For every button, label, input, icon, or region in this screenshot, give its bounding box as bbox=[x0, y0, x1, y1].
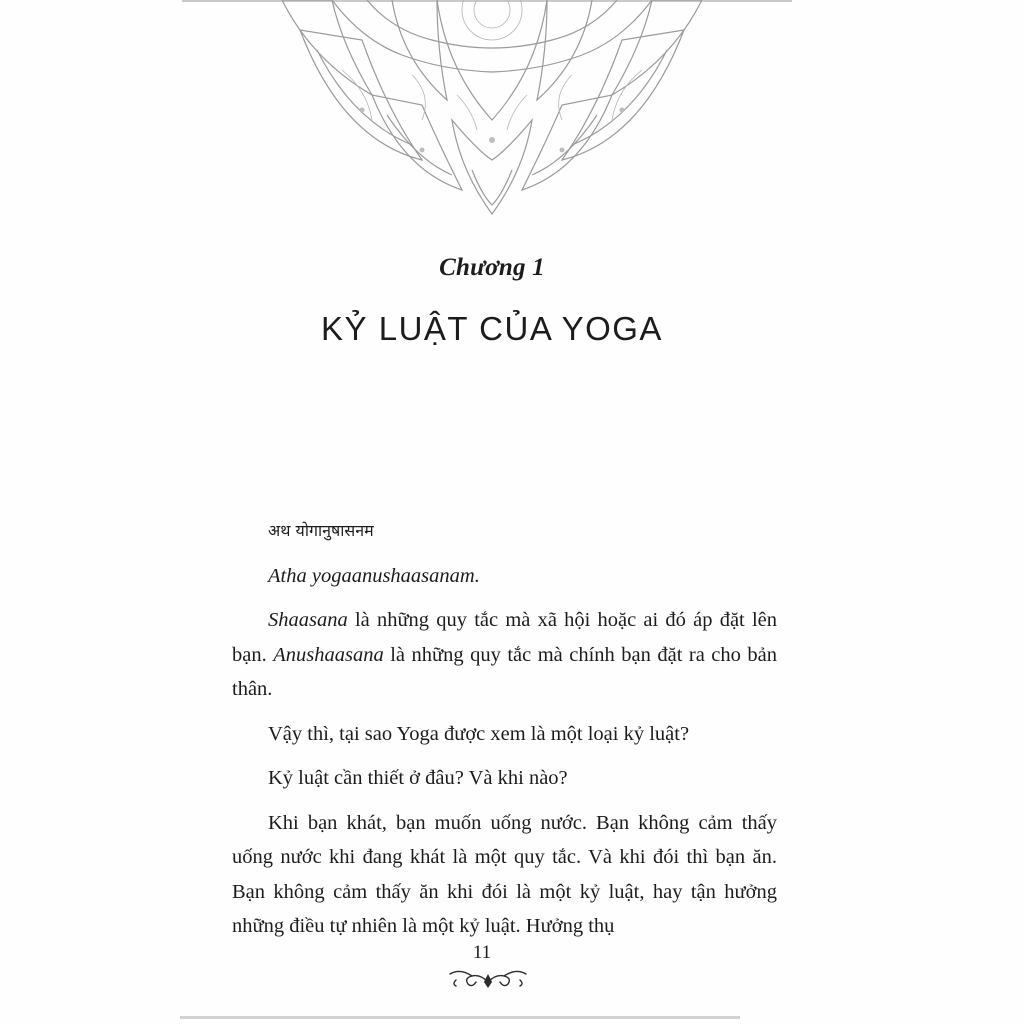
paragraph-question-2: Kỷ luật cần thiết ở đâu? Và khi nào? bbox=[268, 767, 568, 789]
sanskrit-verse: अथ योगानुषासनम bbox=[268, 521, 374, 540]
paragraph-definition-text-2: là những quy tắc mà chính bạn đặt ra cho bản thân. bbox=[232, 643, 777, 700]
chapter-title: KỶ LUẬT CỦA YOGA bbox=[321, 310, 663, 347]
paragraph-definition bbox=[232, 603, 777, 707]
term-shaasana: Shaasana bbox=[268, 609, 348, 631]
mandala-illustration-icon bbox=[272, 0, 712, 220]
paragraph-question-1: Vậy thì, tại sao Yoga được xem là một loại kỷ luật? bbox=[268, 722, 690, 745]
body-text bbox=[232, 514, 777, 954]
paragraph-definition-text-1: là những quy tắc mà xã hội hoặc ai đó áp đặt lên bạn. bbox=[232, 609, 777, 666]
transliteration: Atha yogaanushaasanam. bbox=[268, 564, 480, 587]
ornament-flourish-icon bbox=[446, 962, 530, 990]
chapter-number: Chương 1 bbox=[439, 254, 545, 281]
term-anushaasana: Anushaasana bbox=[273, 643, 384, 666]
page-number: 11 bbox=[472, 942, 492, 963]
page-edge-bottom bbox=[180, 1016, 740, 1019]
paragraph-thirst: Khi bạn khát, bạn muốn uống nước. Bạn không cảm thấy uống nước khi đang khát là một quy tắc. Và khi đói thì bạn ăn. Bạn không cảm thấy ăn khi đói là một kỷ luật, hay tận hưởng những điều tự nhiên là một kỷ luật. Hưởng thụ bbox=[232, 811, 777, 937]
